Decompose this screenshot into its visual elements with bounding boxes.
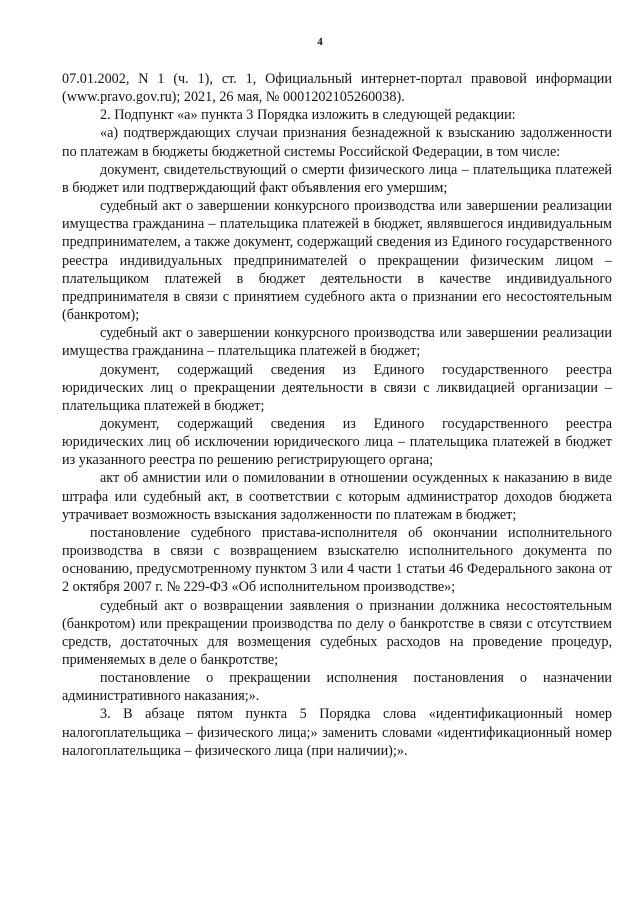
- paragraph-termination-of-execution: постановление о прекращении исполнения постановления о назначении административного наказания;».: [62, 670, 612, 705]
- paragraph-exclusion-from-register: документ, содержащий сведения из Единого государственного реестра юридических лиц об исключении юридического лица – плательщика платежей в бюджет из указанного реестра по решению регистрирующего органа;: [62, 415, 612, 469]
- paragraph-bailiff-resolution: постановление судебного пристава-исполнителя об окончании исполнительного производства в связи с возвращением взыскателю исполнительного документа по основанию, предусмотренному пунктом 3 или 4 части 1 статьи 46 Федерального закона от 2 октября 2007 г. № 229-ФЗ «Об исполнительном производстве»;: [62, 524, 612, 596]
- paragraph-amendment-2: 2. Подпункт «а» пункта 3 Порядка изложить в следующей редакции:: [100, 107, 516, 124]
- paragraph-bankruptcy-entrepreneur: судебный акт о завершении конкурсного производства или завершении реализации имущества гражданина – плательщика платежей в бюджет, являвшегося индивидуальным предпринимателем, а также документ, содержащий сведения из Единого государственного реестра индивидуальных предпринимателей о прекращении физическим лицом – плательщиком платежей в бюджет деятельности в качестве индивидуального предпринимателя в связи с принятием судебного акта о признании его несостоятельным (банкротом);: [62, 198, 612, 324]
- paragraph-subpoint-a: «а) подтверждающих случаи признания безнадежной к взысканию задолженности по платежам в бюджеты бюджетной системы Российской Федерации, в том числе:: [62, 125, 612, 160]
- paragraph-amendment-3: 3. В абзаце пятом пункта 5 Порядка слова «идентификационный номер налогоплательщика – физического лица;» заменить словами «идентификационный номер налогоплательщика – физического лица (при наличии);».: [62, 706, 612, 759]
- page-number: 4: [317, 36, 323, 48]
- document-body: [62, 70, 612, 760]
- paragraph-return-of-application: судебный акт о возвращении заявления о признании должника несостоятельным (банкротом) или прекращении производства по делу о банкротстве в связи с отсутствием средств, достаточных для возмещения судебных расходов на проведение процедур, применяемых в деле о банкротстве;: [62, 597, 612, 668]
- paragraph-citation-continuation: 07.01.2002, N 1 (ч. 1), ст. 1, Официальный интернет-портал правовой информации (www.pravo.gov.ru); 2021, 26 мая, № 0001202105260038).: [62, 71, 612, 106]
- paragraph-death-document: документ, свидетельствующий о смерти физического лица – плательщика платежей в бюджет или подтверждающий факт объявления его умершим;: [62, 161, 612, 196]
- paragraph-liquidation: документ, содержащий сведения из Единого государственного реестра юридических лиц о прекращении деятельности в связи с ликвидацией организации – плательщика платежей в бюджет;: [62, 361, 612, 414]
- paragraph-bankruptcy-citizen: судебный акт о завершении конкурсного производства или завершении реализации имущества гражданина – плательщика платежей в бюджет;: [62, 325, 612, 360]
- paragraph-amnesty: акт об амнистии или о помиловании в отношении осужденных к наказанию в виде штрафа или судебный акт, в соответствии с которым администратор доходов бюджета утрачивает возможность взыскания задолженности по платежам в бюджет;: [62, 470, 612, 523]
